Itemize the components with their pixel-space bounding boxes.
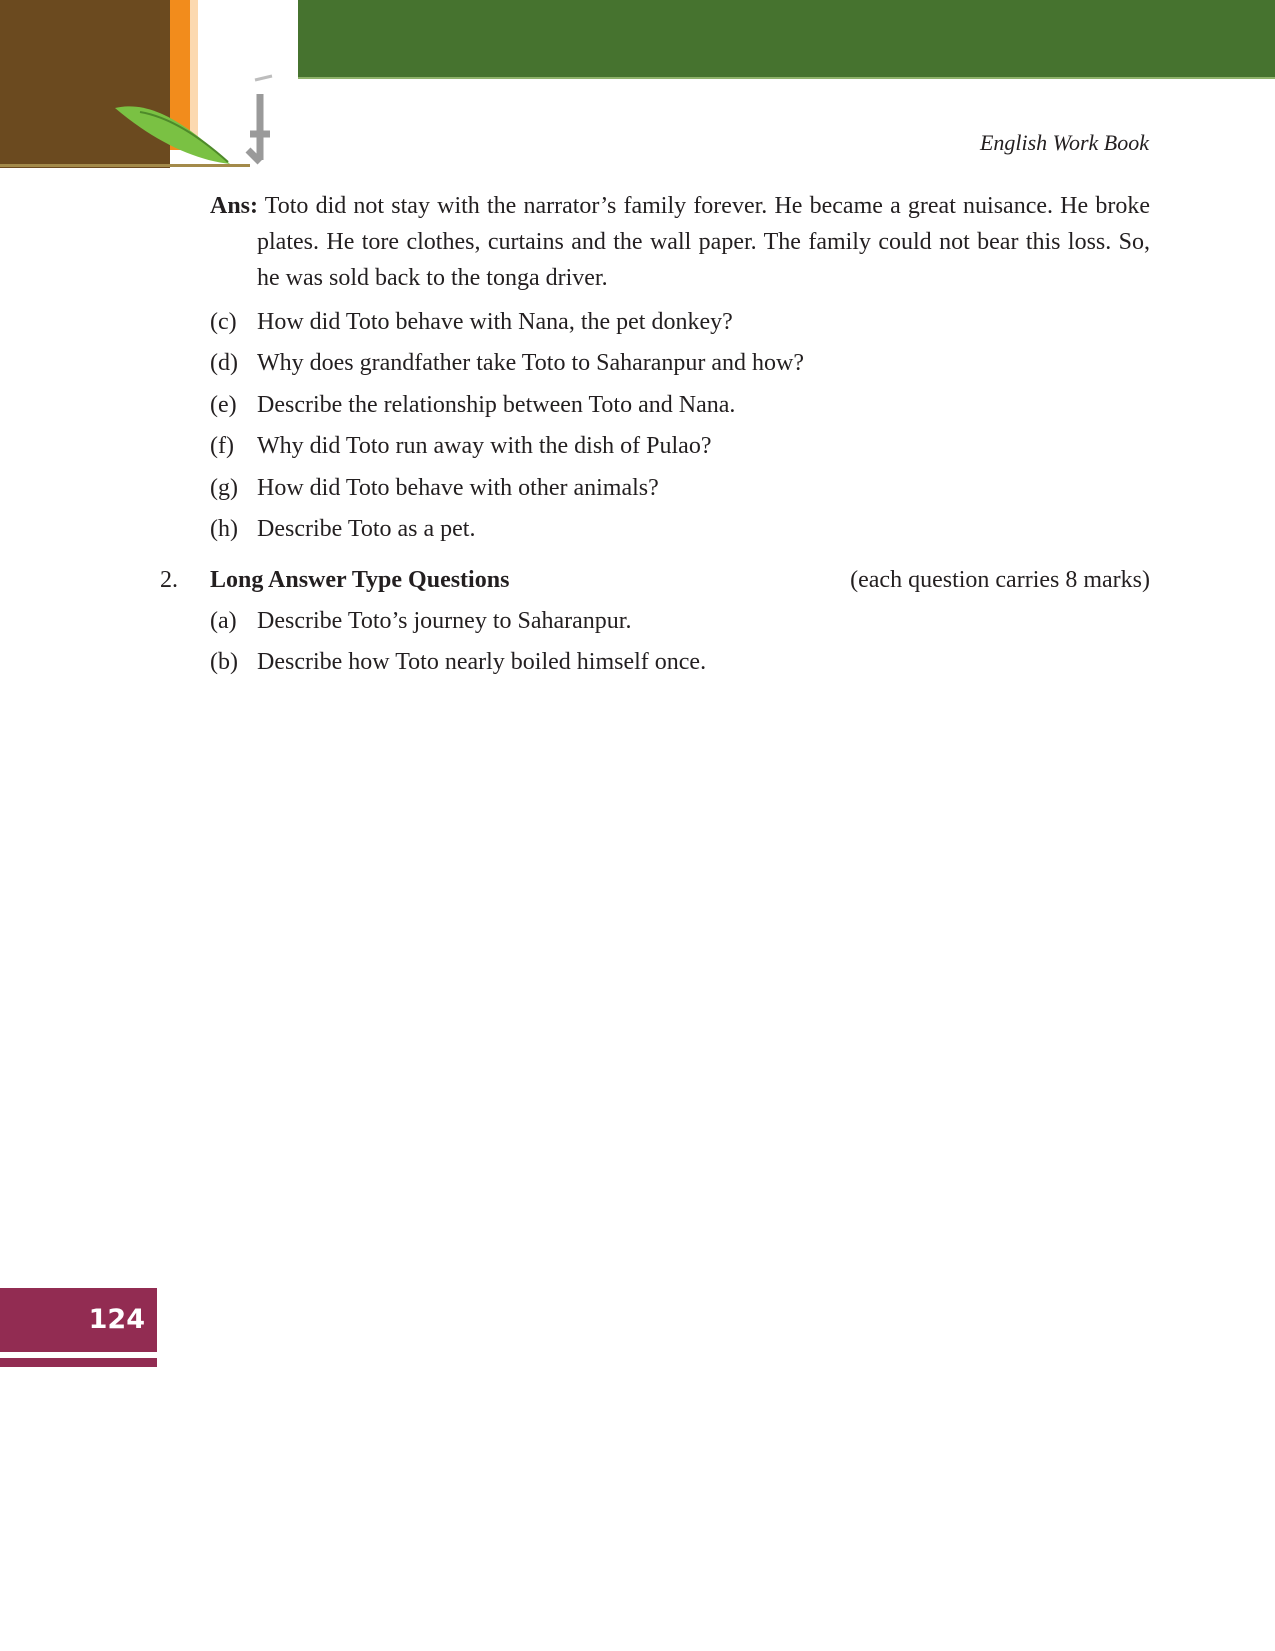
- running-head: English Work Book: [979, 130, 1149, 155]
- section-marks-note: (each question carries 8 marks): [850, 567, 1150, 593]
- header-green-bar: [298, 0, 1275, 78]
- question-marker: (d): [210, 350, 238, 377]
- question-marker: (h): [210, 516, 238, 543]
- answer-label: Ans:: [210, 193, 259, 219]
- question-marker: (g): [210, 474, 238, 501]
- question-item: [210, 467, 1150, 509]
- answer-text: Toto did not stay with the narrator’s family forever. He became a great nuisance. He broke plates. He tore clothes, curtains and the wall paper. The family could not bear this loss. So, he was sold back to the tonga driver.: [257, 193, 1150, 291]
- page-number: 124: [0, 1288, 157, 1352]
- question-text: Describe the relationship between Toto and Nana.: [257, 391, 736, 418]
- section-number: 2.: [160, 567, 178, 593]
- question-item: [210, 301, 1150, 343]
- section-title: Long Answer Type Questions: [210, 567, 510, 593]
- question-item: [210, 426, 1150, 468]
- question-text: Describe Toto’s journey to Saharanpur.: [257, 607, 632, 634]
- question-marker: (f): [210, 433, 234, 460]
- leaf-decoration: [110, 72, 290, 172]
- question-marker: (a): [210, 607, 237, 634]
- question-text: How did Toto behave with other animals?: [257, 474, 659, 501]
- page-content: [160, 188, 1150, 683]
- question-text: Describe Toto as a pet.: [257, 516, 476, 543]
- question-marker: (c): [210, 308, 237, 335]
- header-green-edge: [298, 77, 1275, 79]
- question-text: Why did Toto run away with the dish of Pulao?: [257, 433, 712, 460]
- section-heading: [160, 560, 1150, 600]
- question-text: How did Toto behave with Nana, the pet donkey?: [257, 308, 733, 335]
- long-question-item: [210, 600, 1150, 642]
- question-text: Why does grandfather take Toto to Saharanpur and how?: [257, 350, 805, 377]
- page-number-rule: [0, 1358, 157, 1367]
- question-marker: (b): [210, 649, 238, 676]
- question-marker: (e): [210, 391, 237, 418]
- question-text: Describe how Toto nearly boiled himself once.: [257, 649, 707, 676]
- long-question-item: [210, 642, 1150, 684]
- question-item: [210, 384, 1150, 426]
- answer-paragraph: [210, 188, 1150, 296]
- question-item: [210, 509, 1150, 551]
- question-item: [210, 343, 1150, 385]
